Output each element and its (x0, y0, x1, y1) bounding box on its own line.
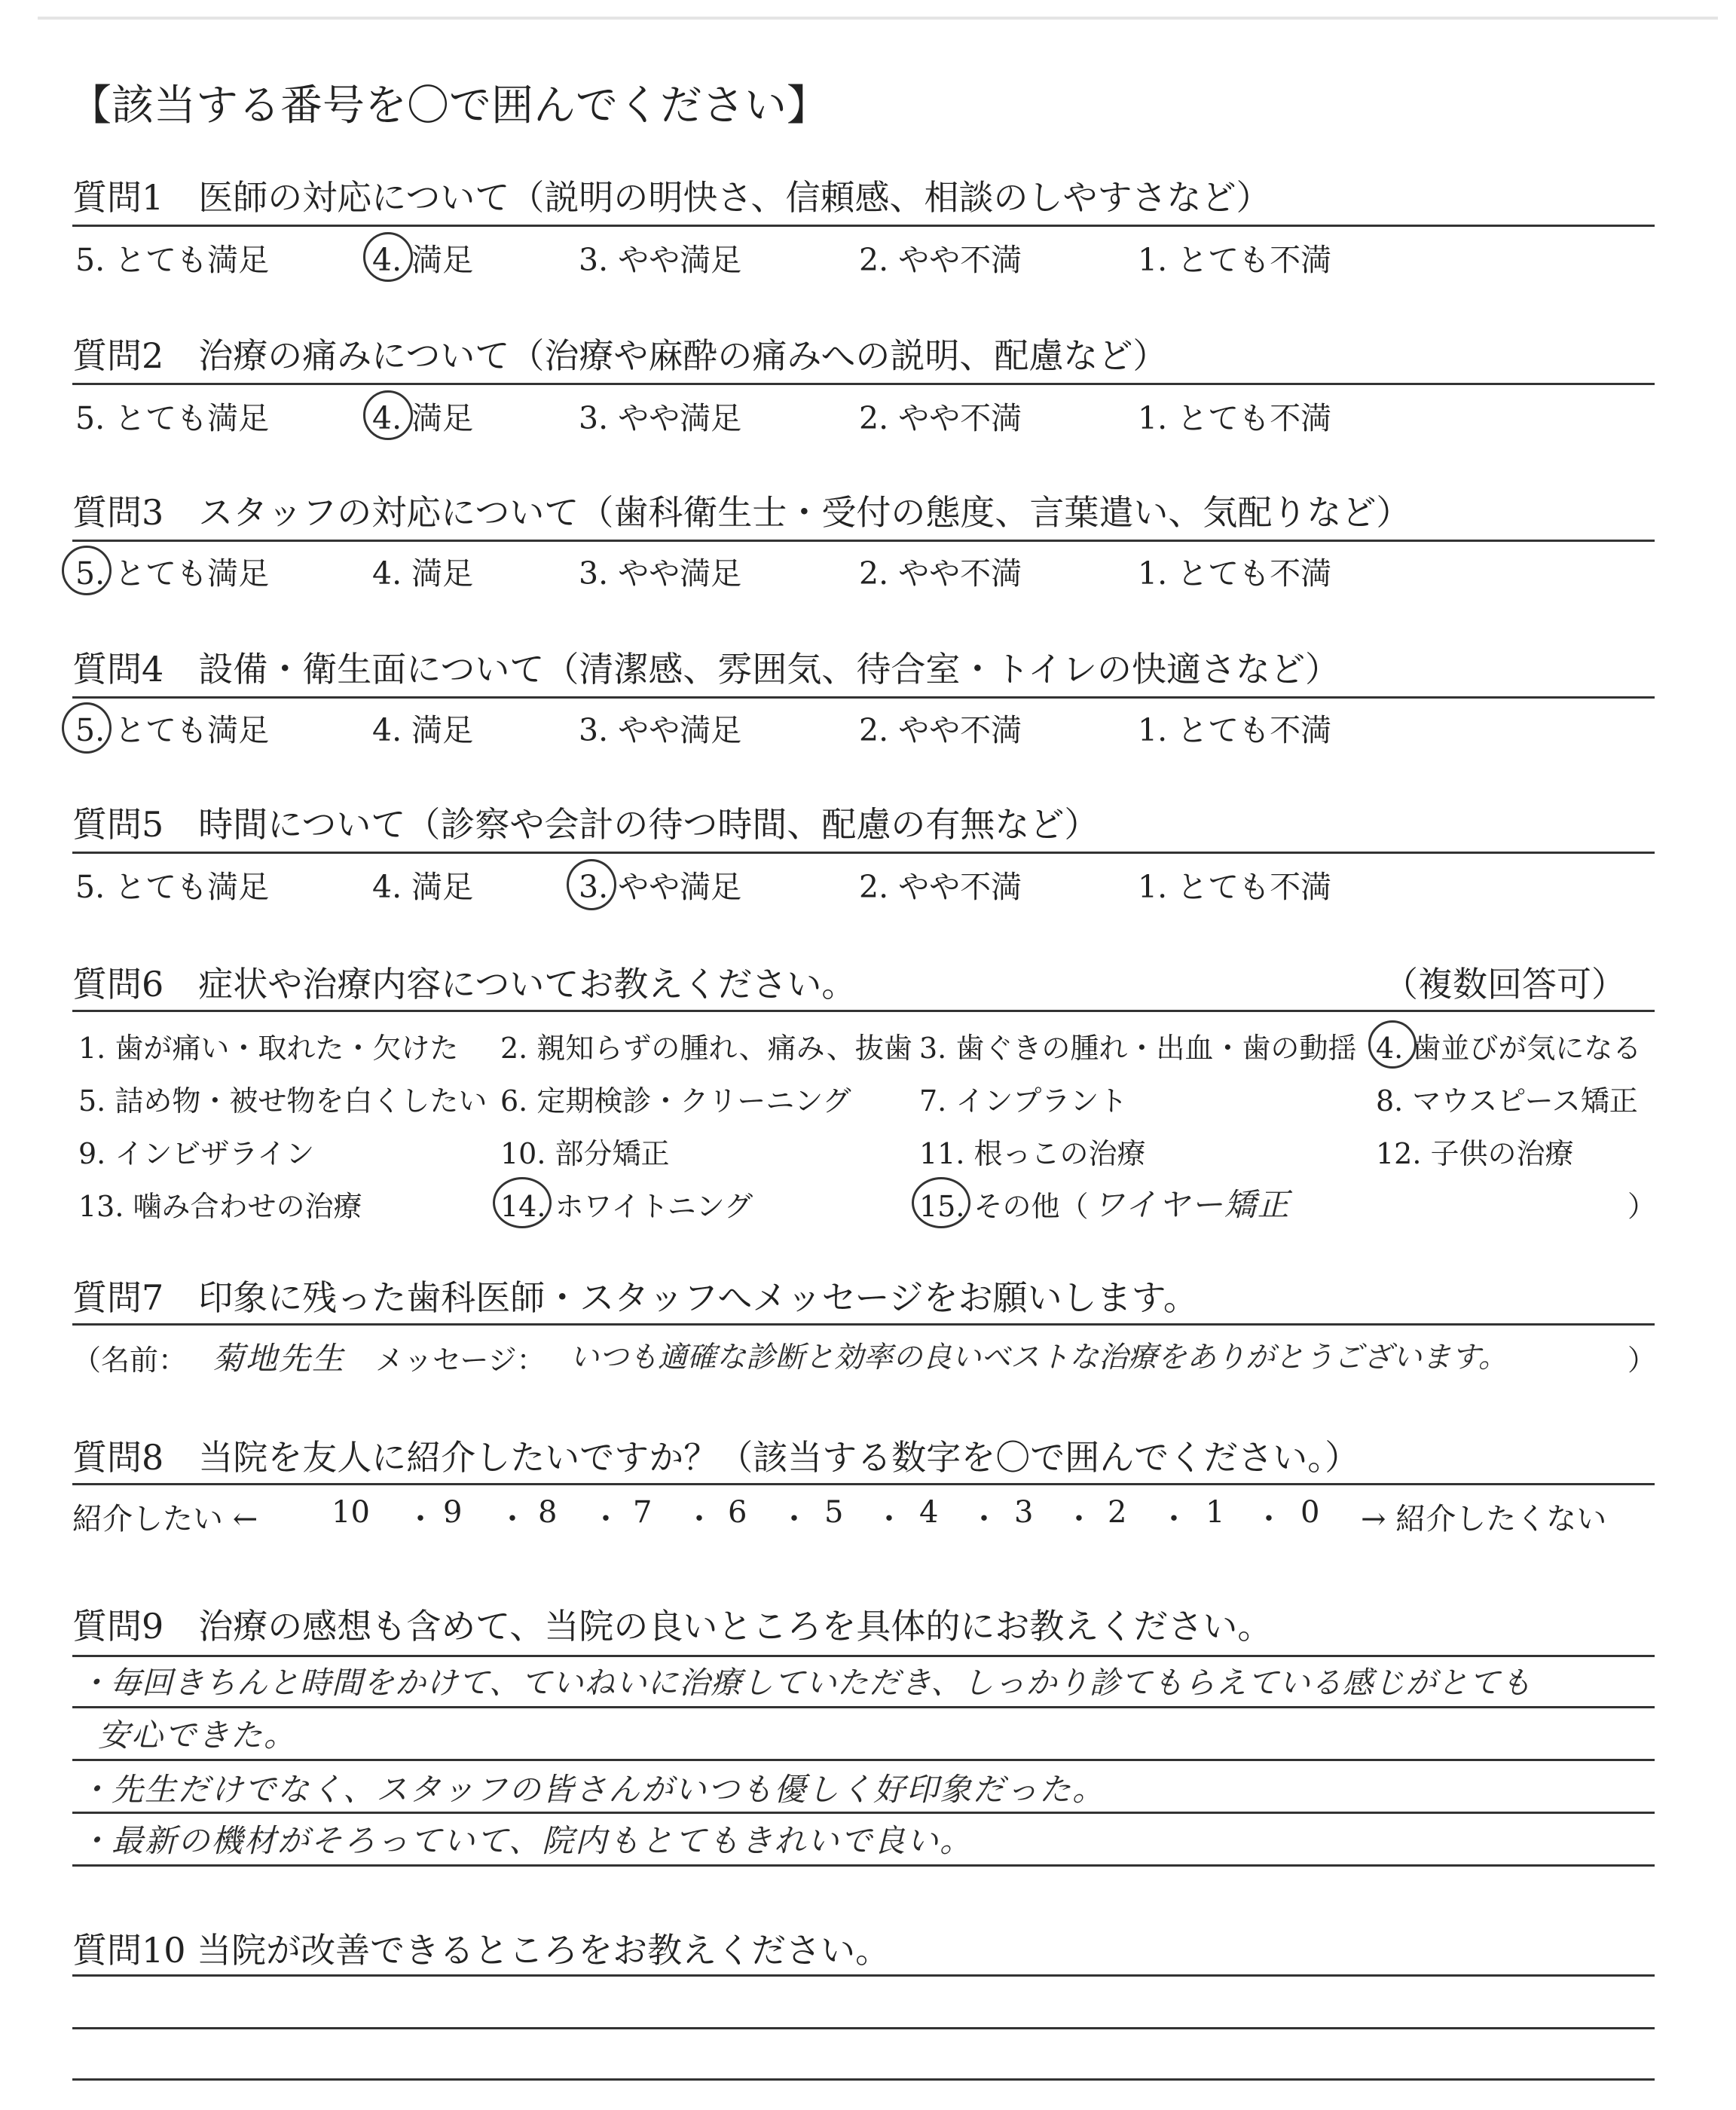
q2-option-1[interactable]: 1. とても不満 (1138, 400, 1332, 436)
q5-option-3[interactable]: 3. やや満足 (579, 869, 742, 905)
q6-selection-circle-14 (493, 1177, 552, 1228)
q3-option-5[interactable]: 5. とても満足 (75, 555, 270, 592)
q1-selection-circle (363, 232, 413, 282)
q4-title: 質問4 設備・衛生面について（清潔感、雰囲気、待合室・トイレの快適さなど） (72, 649, 1340, 690)
q9-title: 質問9 治療の感想も含めて、当院の良いところを具体的にお教えください。 (72, 1606, 1273, 1647)
q6-option-6[interactable]: 6. 定期検診・クリーニング (500, 1084, 851, 1118)
q6-option-8[interactable]: 8. マウスピース矯正 (1376, 1084, 1638, 1118)
q5-option-2[interactable]: 2. やや不満 (859, 869, 1022, 905)
q1-option-2[interactable]: 2. やや不満 (859, 242, 1022, 278)
q1-option-1[interactable]: 1. とても不満 (1138, 242, 1332, 278)
q2-option-2[interactable]: 2. やや不満 (859, 400, 1022, 436)
q6-other-answer: ワイヤー矯正 (1093, 1186, 1291, 1223)
q8-sep: ・ (969, 1502, 999, 1537)
q2-option-3[interactable]: 3. やや満足 (579, 400, 742, 436)
q1-option-5[interactable]: 5. とても満足 (75, 242, 270, 278)
q5-option-5[interactable]: 5. とても満足 (75, 869, 270, 905)
q7-rule (72, 1323, 1655, 1326)
q8-sep: ・ (779, 1502, 809, 1537)
q8-sep: ・ (1254, 1502, 1284, 1537)
q8-scale-1[interactable]: 1 (1206, 1495, 1225, 1530)
q6-option-1[interactable]: 1. 歯が痛い・取れた・欠けた (78, 1032, 459, 1065)
q6-title: 質問6 症状や治療内容についてお教えください。 (72, 964, 857, 1005)
q6-option-12[interactable]: 12. 子供の治療 (1376, 1137, 1574, 1170)
q8-title: 質問8 当院を友人に紹介したいですか？（該当する数字を〇で囲んでください。） (72, 1437, 1360, 1478)
q10-rule-1 (72, 2027, 1655, 2029)
q8-scale-4[interactable]: 4 (919, 1495, 939, 1530)
q9-answer-line-3: ・先生だけでなく、スタッフの皆さんがいつも優しく好印象だった。 (78, 1771, 1106, 1808)
q4-option-5[interactable]: 5. とても満足 (75, 712, 270, 748)
q8-sep: ・ (1064, 1502, 1094, 1537)
q4-rule (72, 696, 1655, 699)
q8-sep: ・ (591, 1502, 621, 1537)
q7-name-label: （名前： (72, 1344, 188, 1377)
q8-scale-3[interactable]: 3 (1014, 1495, 1034, 1530)
q6-option-2[interactable]: 2. 親知らずの腫れ、痛み、抜歯 (500, 1032, 912, 1065)
q8-sep: ・ (497, 1502, 527, 1537)
q2-option-5[interactable]: 5. とても満足 (75, 400, 270, 436)
q9-answer-line-4: ・最新の機材がそろっていて、院内もとてもきれいで良い。 (78, 1822, 973, 1859)
q9-answer-line-1: ・毎回きちんと時間をかけて、ていねいに治療していただき、しっかり診てもらえている感じがとても (78, 1665, 1533, 1701)
q7-title: 質問7 印象に残った歯科医師・スタッフへメッセージをお願いします。 (72, 1277, 1198, 1318)
q4-option-1[interactable]: 1. とても不満 (1138, 712, 1332, 748)
form-heading: 【該当する番号を〇で囲んでください】 (69, 81, 829, 130)
q10-title: 質問10 当院が改善できるところをお教えください。 (72, 1930, 891, 1971)
q3-selection-circle (62, 546, 112, 595)
q1-title: 質問1 医師の対応について（説明の明快さ、信頼感、相談のしやすさなど） (72, 177, 1271, 218)
q6-selection-circle-15 (912, 1177, 970, 1228)
q5-title: 質問5 時間について（診察や会計の待つ時間、配慮の有無など） (72, 804, 1099, 845)
q6-option-11[interactable]: 11. 根っこの治療 (919, 1137, 1146, 1170)
q8-scale-5[interactable]: 5 (824, 1495, 844, 1530)
q6-option-5[interactable]: 5. 詰め物・被せ物を白くしたい (78, 1084, 487, 1118)
q7-name-value: 菊地先生 (212, 1340, 346, 1377)
q8-sep: ・ (684, 1502, 714, 1537)
q4-option-4[interactable]: 4. 満足 (372, 712, 474, 748)
q6-option-14[interactable]: 14. ホワイトニング (500, 1190, 753, 1223)
q1-rule (72, 225, 1655, 227)
q3-option-4[interactable]: 4. 満足 (372, 555, 474, 592)
q1-option-4[interactable]: 4. 満足 (372, 242, 474, 278)
q4-option-3[interactable]: 3. やや満足 (579, 712, 742, 748)
q3-option-3[interactable]: 3. やや満足 (579, 555, 742, 592)
q9-rule-4 (72, 1864, 1655, 1867)
q6-option-10[interactable]: 10. 部分矯正 (500, 1137, 670, 1170)
q1-option-3[interactable]: 3. やや満足 (579, 242, 742, 278)
q8-sep: ・ (1159, 1502, 1189, 1537)
q5-option-1[interactable]: 1. とても不満 (1138, 869, 1332, 905)
q6-option-9[interactable]: 9. インビザライン (78, 1137, 315, 1170)
q2-rule (72, 383, 1655, 385)
q8-sep: ・ (874, 1502, 904, 1537)
q6-selection-circle-4 (1368, 1020, 1417, 1069)
q5-rule (72, 852, 1655, 854)
q8-sep: ・ (405, 1502, 436, 1537)
q7-message-label: メッセージ： (375, 1344, 546, 1377)
q6-option-15[interactable]: 15. その他（ (919, 1190, 1089, 1223)
q3-rule (72, 540, 1655, 542)
q6-option-4[interactable]: 4. 歯並びが気になる (1376, 1032, 1642, 1065)
q7-message-value: いつも適確な診断と効率の良いベストな治療をありがとうございます。 (570, 1341, 1508, 1375)
q9-answer-line-2: 安心できた。 (98, 1717, 298, 1754)
q8-scale-6[interactable]: 6 (728, 1495, 747, 1530)
q8-scale-8[interactable]: 8 (538, 1495, 558, 1530)
q8-left-label: 紹介したい ← (72, 1502, 258, 1537)
q4-selection-circle (62, 702, 112, 754)
q6-option-7[interactable]: 7. インプラント (919, 1084, 1128, 1118)
q2-title: 質問2 治療の痛みについて（治療や麻酔の痛みへの説明、配慮など） (72, 335, 1168, 376)
q10-rule-2 (72, 2078, 1655, 2081)
q10-rule-0 (72, 1974, 1655, 1977)
q8-scale-0[interactable]: 0 (1300, 1495, 1320, 1530)
q9-rule-0 (72, 1655, 1655, 1657)
q3-option-2[interactable]: 2. やや不満 (859, 555, 1022, 592)
q2-selection-circle (363, 390, 413, 440)
q8-scale-9[interactable]: 9 (443, 1495, 463, 1530)
q8-scale-2[interactable]: 2 (1108, 1495, 1127, 1530)
q6-note: （複数回答可） (1383, 964, 1626, 1005)
q9-rule-2 (72, 1759, 1655, 1761)
q6-rule (72, 1010, 1655, 1012)
q8-rule (72, 1483, 1655, 1485)
q2-option-4[interactable]: 4. 満足 (372, 400, 474, 436)
q9-rule-3 (72, 1812, 1655, 1814)
q8-scale-7[interactable]: 7 (633, 1495, 653, 1530)
q6-option-13[interactable]: 13. 噛み合わせの治療 (78, 1190, 362, 1223)
q8-right-label: → 紹介したくない (1361, 1502, 1607, 1537)
q9-rule-1 (72, 1706, 1655, 1708)
q4-option-2[interactable]: 2. やや不満 (859, 712, 1022, 748)
scan-edge (38, 17, 1718, 20)
q7-close-paren: ） (1628, 1344, 1657, 1377)
q6-other-close-paren: ） (1628, 1190, 1657, 1223)
q6-option-3[interactable]: 3. 歯ぐきの腫れ・出血・歯の動揺 (919, 1032, 1357, 1065)
q8-scale-10[interactable]: 10 (332, 1495, 370, 1530)
q3-title: 質問3 スタッフの対応について（歯科衛生士・受付の態度、言葉遣い、気配りなど） (72, 492, 1411, 533)
q3-option-1[interactable]: 1. とても不満 (1138, 555, 1332, 592)
q5-option-4[interactable]: 4. 満足 (372, 869, 474, 905)
q5-selection-circle (567, 859, 616, 910)
